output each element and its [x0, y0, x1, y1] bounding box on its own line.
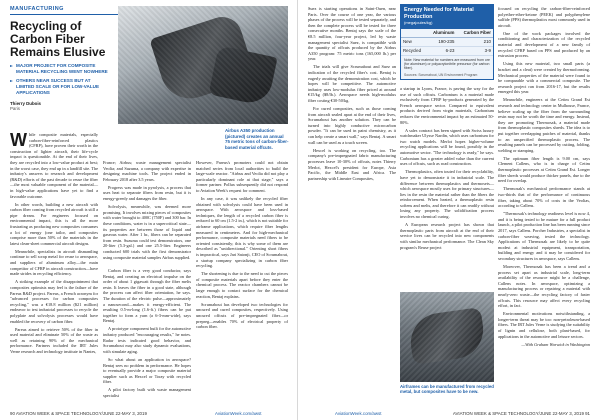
a350-production-photo [118, 6, 288, 124]
paragraph: In other words, building a new aircraft with carbon fiber coming from recycled aircraft is still a pipe dream. For engineers focused on environmental impact, this is all the more frustrating as producing new composites consumes a lot of energy (one tailor, and composites comprise more than 50% of the materials in the latest clean-sheet commercial aircraft designs. [10, 201, 98, 246]
left-page-column-3 [196, 160, 288, 332]
paragraph: However, Pareus's promoters could not obtain matched series from local authorities to build the large-scale reactor. "Airbus and Veolia did not play a particularly dominant role at that stage," says a former partner. Pollux subsequently did not respond to Aviation Week's request for comment. [196, 160, 288, 193]
paragraph: Pareus aimed to retrieve 50% of the fiber in used material and eliminate 50% of the waste as well as retaining 90% of the mechanical performance. Partners included the IRT Jules Verne research and technology institute in Nantes, [10, 326, 98, 354]
paragraph: Solvolysis, meanwhile, was deemed more promising. It involves mixing pieces of composites with water brought to 400C (750F) and 300 bar. In these conditions, water is in a supercritical state—its properties are between those of liquid and gaseous water. After 1 hr., fibers can be separated from resin. Suzuma could test demonstrators, one 20-liter (5.3-gal.) and one 25.5-liter. Engineers conducted 600 trials with the first demonstrator using composite material samples Airbus supplied. [103, 204, 191, 260]
paragraph: focused on recycling the carbon-fiber-reinforced polyether-ether-ketone (PEEK) and polyphenylene sulfide (PPS) thermoplastics most commonly used in aircraft. [498, 6, 590, 28]
paragraph: Carbon fiber is a very good conductor, says Bentaj, and creating an electrical impulse on the order of about 1 gigawatt through the fiber melts resin. It leaves the fiber in a good state, although the process can affect fiber orientation, he says. The duration of the electric pulse—approximately a nanosecond—makes it energy-efficient. The resulting 0.5-m-long (1.6-ft.) fibers can be put together to form a yarn (a 6-3-mm-wide), says Bentaj. [103, 268, 191, 324]
table-cell: 190-235 [427, 37, 457, 46]
paragraph: a startup in Lyons, France, is paving the way for the use of such offcuts. Carbonium is a material made exclusively from CFRP by-products generated by the French aerospace sector. Compared to equivalent products derived from virgin materials, Carbonium reduces the environmental impact by an estimated 50-80%. [400, 86, 494, 125]
byline [10, 101, 110, 111]
deck [10, 63, 110, 96]
footer-url-left[interactable]: AviationWeek.com/awst [215, 411, 262, 416]
right-page [300, 0, 600, 420]
table-row [401, 46, 493, 55]
paragraph: Thermoplastics, often touted for their recyclability, have yet to demonstrate it in industrial scale. The difference between thermoplastics and thermosets—which aerospace mostly uses for primary structures—lies in the resin the material rather than the fibers the reinforcement. When heated, a thermoplastic resin softens and melts, and therefore it can readily without losing any property. The solidification process involves no chemical curing. [400, 169, 494, 220]
paragraph: In any case, it was unlikely the recycled fiber obtained with solvolysis could have been used in aerospace. With aerospace and loss-based techniques, the length of a recycled carbon fiber is reduced to 60 cm (1.5-2 in.), which is not suitable for airframe applications, which require fiber lengths measured in centimeters. And for high-mechanical performance, composite materials need fibers to be oriented consistently; this is why some of them are described as "unidirectional." Orienting short fibers is impractical, says Jari Satonji, CEO of Scrumabout, a startup company specializing in carbon fiber recycling. [196, 196, 288, 269]
paragraph: "Thermosak's technology readiness level is now 4, and it is being tested to be mature for a full product launch, a pilot production line has been running since 2017, says Callens. Porcher Industries, a specialist in carbon-fiber weaving, tested the technology. Applications of Thermosak are likely to be quite modest at industrial equipment, transportation, building and energy and it may be considered for secondary structures in aerospace, says Callens. [498, 211, 591, 261]
column-header: Aluminum [427, 29, 457, 38]
paragraph: Using this new material, two small parts (a bracket and a cleat) were created by thermoforming. Mechanical properties of the material were found to be comparable with a commercial composite. The research project ran from 2016-17, but the results emerged this year. [498, 61, 590, 95]
headline: Recycling of Carbon Fiber Remains Elusive [10, 19, 106, 59]
footer-url-right[interactable]: AviationWeek.com/awst [335, 411, 382, 416]
right-page-column-1 [308, 6, 396, 184]
table-cell: 210 [456, 37, 493, 46]
energy-table [401, 29, 493, 56]
drop-cap: W [10, 130, 27, 150]
left-page-column-1 [10, 132, 98, 357]
footer-left: 90 AVIATION WEEK & SPACE TECHNOLOGY/JUNE 22-MAY 3, 2019 [10, 411, 147, 416]
paragraph: A European research project has shown that thermoplastic parts from aircraft at the end of their service lives can be recycled into new components with similar mechanical performance. The Clean Sky program's Reuse project [400, 222, 494, 250]
paragraph: Progress was made in pyrolysis, a process that uses heat to separate fibers from resin, but it is energy-greedy and damages the fiber. [103, 184, 191, 202]
right-page-column-2 [400, 86, 494, 253]
paragraph: Thermosak's mechanical performance stands at two-thirds that of the performance of continuous fiber, taking about 70% of costs in the Veolias, according to Callens. [498, 186, 590, 209]
sidebar-note: Note: New material for numbers are measured from ore (for aluminum) or polyacrylonitrile precursor (for carbon fiber). [404, 57, 490, 71]
paragraph: A prototype component built for the automotive industry produced "encouraging results," he notes. Radar tests indicated good behavior, and Scrumabout may also study dynamic evaluations, with simulate aging. [103, 326, 191, 354]
paragraph: Suez is starting operations in Saint-Ouen, near Paris. Over the course of one year, the various phases of the process will be tested separately, and then the complete process will be tested for three consecutive months. Bentaj says the scale of the €8.5 million, four-year project, led by waste management specialist Suez, is compatible with the quantity of offcuts produced by the Airbus A350 program: 75 metric tons (165,000 lb.) per year. [308, 6, 396, 62]
paragraph: One of the work packages involved the conditioning and characterization of the recycled material and development of a new family of recycled CFRP based on PPS and produced by an extrusion process. [498, 30, 590, 59]
sidebar-source: Sources: Scrumabout, UN Environment Program [404, 72, 478, 77]
intro-paragraph [10, 132, 98, 199]
right-page-column-3 [498, 6, 590, 350]
carbon-weave-texture [400, 292, 494, 382]
paragraph: The shortening is due to the need to cut the pieces of composite materials apart before they enter the chemical process. The reactor chambers cannot be large enough to contact surface for the chemical reaction, Bentaj explains. [196, 271, 288, 299]
carbon-weave-texture [118, 6, 288, 124]
table-cell: 3-9 [456, 46, 493, 55]
deck-item: MAJOR PROJECT FOR COMPOSITE MATERIAL RECYCLING WENT NOWHERE [10, 63, 110, 75]
footer-right: AVIATION WEEK & SPACE TECHNOLOGY/JUNE 22-MAY 3, 2019 91 [452, 411, 590, 416]
table-cell: 6-23 [427, 46, 457, 55]
table-cell: New [401, 37, 427, 46]
paragraph: The optimum fiber length is 9.00 cm, says Clement Callens, who is in charge of Cetim thermoplastic processes at Cetim Grand Est. Longer fiber shreds would produce thicker panels, due to the need for overlap. [498, 155, 590, 184]
energy-sidebar [400, 4, 494, 80]
byline-author: Thierry Dubois [10, 101, 41, 106]
left-page-column-2 [103, 160, 191, 263]
paragraph: A sales contract has been signed with Swiss luxury watchmaker Ulysse Nardin, which uses carbonium for two watch models. Merlot hopes higher-volume recycling applications will be found, possibly in the automotive sector. "The technology is ready," he says. Carbonium has a greater added value than the current uses of offcuts, such as road construction. [400, 127, 494, 167]
paragraph: Scrumabout has developed two technologies for uncured and cured composites, respectively. Using uncured offcuts of pre-impregnated fiber—or prepreg—enables 70% of electrical property of carbon fiber. [196, 301, 288, 330]
airframe-photo-caption: Airframes can be manufactured from recycled metal, but composites have to be new. [400, 384, 494, 395]
photo-caption: Airbus A350 production (pictured) creates an annual 75 metric tons of carbon-fiber-based material offcuts. [225, 128, 289, 150]
left-page-column-2-continued [103, 268, 191, 401]
paragraph: A striking example of the disappointment that composites optimists may feel is the failure of the Pareus R&D project. Pareus, a French acronym for "advanced processes for carbon composites recycling," was a €18.8 million ($21 million) endeavor to test industrial processes to recycle the polyplate and solvolysis processes would have enabled the recovery of carbon fiber. [10, 279, 98, 324]
paragraph: Environmental motivations notwithstanding, a longer-term threat may be too: non-petroleum-based fibers. The IRT Jules Verne is studying the suitability of lignin and cellulose, both plant-based, for applications in the automotive and leisure sectors. [498, 311, 590, 339]
paragraph: Hexcel is working on recycling, too. The company's pre-impregnated fabric manufacturing processes leave 10-30% of offcuts, notes Thierry Merlot, Hexcel's president for Europe, Asia Pacific, the Middle East and Africa. The partnership with Lineaire Composites, [308, 147, 396, 181]
airframe-photo [400, 292, 494, 382]
column-header: Carbon Fiber [456, 29, 493, 38]
paragraph: A pilot factory built with waste management specialist [103, 387, 191, 398]
table-header-row [401, 29, 493, 38]
paragraph: So what about an application in aerospace? Bentaj sees no problem in performance. He hopes to eventually provide a major composite material supplier such as Hexcel or Toray with recycled fiber. [103, 356, 191, 385]
paragraph-text: hile composite materials, especially carbon-fiber-reinforced plastics (CFRP), have proven their worth in the construction of lighter aircraft, their life-cycle impact is questionable. At the end of their lives, they are recycled into a low-value product at best; in the worst case, they end up in a landfill site. The industry's answers to research and development (R&D) efforts of the past decade to reuse the fiber—the most valuable component of the material—in high-value applications have yet to find a favorable outcome. [10, 132, 98, 199]
paragraph: Meanwhile, specialists in aircraft dismantling continue to sell scrap metal for reuse to aerospace, and suppliers of aluminum alloy—the main competitor of CFRP in aircraft construction—have made strides in recycling efficiency. [10, 248, 98, 277]
column-header [401, 29, 427, 38]
byline-location: Paris [10, 106, 21, 111]
signoff: —With Graham Warwick in Washington [521, 341, 590, 347]
paragraph: For cured composites, such as those coming from aircraft sealed apart at the end of their lives, Scrumabout has another solution. They can be turned into highly conductive microcarbon powder. "It can be used in paint chemistry, as it can help create a smart wall," says Bentaj. A smart wall can be used as a touch screen. [308, 106, 396, 145]
paragraph: The trials will give Scrumabout and Suez an indication of the recycled fiber's cost. Bentaj is eagerly awaiting the demonstration cost, which he hopes will be competitive. The automotive industry uses low-modulus fiber priced at around €15/kg ($8/lb.). Aerospace needs high-modulus fiber costing €30-50/kg. [308, 64, 396, 103]
sidebar-title [401, 5, 493, 29]
paragraph: Moreover, Thermosak has been a trend and a process set apart as industrial scale, long-term availability of the resource might be a challenge, Callens notes. In aerospace, optimizing a manufacturing process or repairing a material with nearly-zero waste—the recycling factory of faster offcuts. This resource may affect every recycling effort, in fact. [498, 264, 590, 309]
table-cell: Recycled [401, 46, 427, 55]
paragraph: Meanwhile, engineers at the Cetim Grand Est research and technology center in Mulhouse, France, believe scaling up the fiber from the surrounding resin may not be worth the time and energy. Instead, they are promoting Thermosak, a material made from thermoplastic composites shreds. The idea is to put together overlapping patches of material, thanks to an unspecified thermoplastic process. The resulting panels can be processed by cutting, folding, welding or stamping. [498, 97, 590, 153]
sidebar-title-text: Energy Needed for Material Production [404, 7, 474, 20]
table-row [401, 37, 493, 46]
deck-item: OTHERS NEAR SUCCESS BUT AT LIMITED SCALE OR FOR LOW-VALUE APPLICATIONS [10, 78, 110, 96]
paragraph: France; Airbus; waste management specialist Veolia; and Suzuma, a company with expertise in designing machine tools. The project ended in February 2018 after 3.5 years. [103, 160, 191, 182]
section-label: MANUFACTURING [10, 6, 130, 15]
page-footer [0, 408, 600, 420]
sidebar-subtitle: (megajoules/kg) [404, 20, 433, 25]
